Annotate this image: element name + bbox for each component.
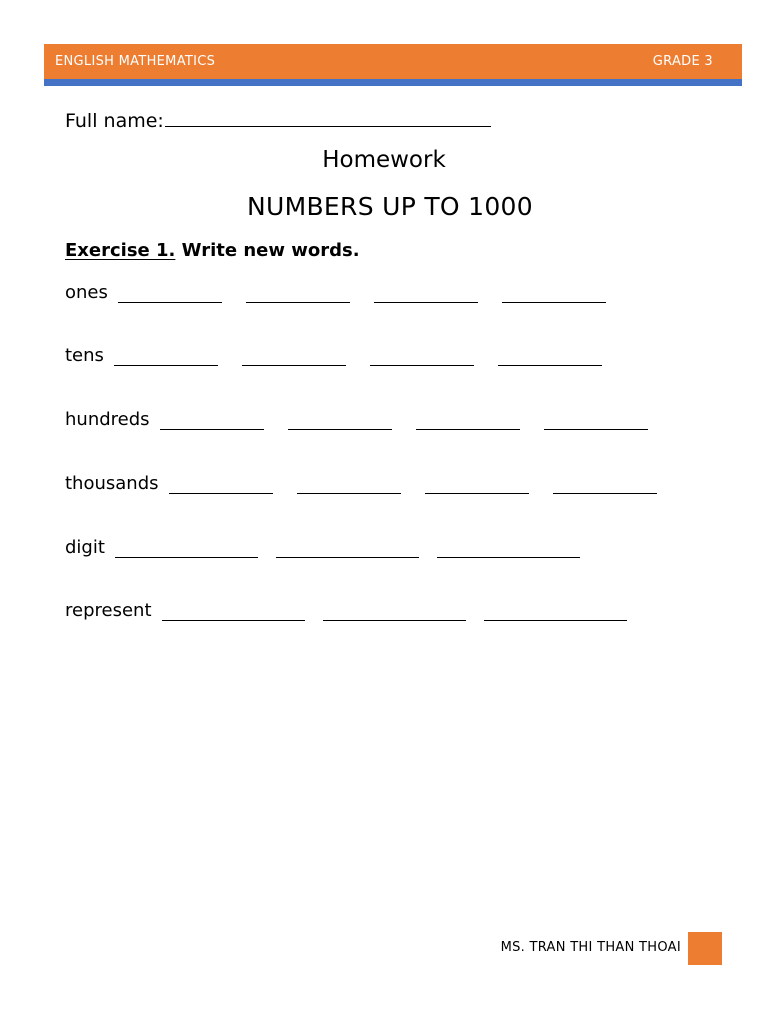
answer-blank: [118, 284, 222, 303]
answer-blank: [544, 411, 648, 430]
exercise-number: Exercise 1.: [65, 240, 176, 261]
answer-blank: [425, 475, 529, 494]
footer-author: MS. TRAN THI THAN THOAI: [500, 940, 681, 955]
word-row-digit: [65, 537, 580, 558]
word-row-tens: [65, 345, 602, 366]
exercise-heading: [65, 240, 360, 261]
answer-blank: [484, 602, 627, 621]
answer-blank: [502, 284, 606, 303]
answer-blank: [370, 347, 474, 366]
answer-blank: [169, 475, 273, 494]
word-label: thousands: [65, 473, 159, 494]
word-row-hundreds: [65, 409, 648, 430]
page-subtitle: Homework: [322, 147, 446, 173]
header-bar: [44, 44, 742, 79]
full-name-blank: [165, 108, 491, 127]
word-row-represent: [65, 600, 627, 621]
answer-blank: [160, 411, 264, 430]
grade-label: GRADE 3: [652, 54, 713, 69]
word-row-ones: [65, 282, 606, 303]
answer-blank: [115, 539, 258, 558]
word-label: represent: [65, 600, 152, 621]
answer-blank: [297, 475, 401, 494]
answer-blank: [498, 347, 602, 366]
answer-blank: [246, 284, 350, 303]
full-name-field: [65, 108, 491, 132]
word-label: hundreds: [65, 409, 150, 430]
page-title: NUMBERS UP TO 1000: [247, 192, 533, 221]
word-row-thousands: [65, 473, 657, 494]
answer-blank: [114, 347, 218, 366]
word-label: tens: [65, 345, 104, 366]
answer-blank: [374, 284, 478, 303]
answer-blank: [437, 539, 580, 558]
answer-blank: [323, 602, 466, 621]
subject-label: ENGLISH MATHEMATICS: [55, 54, 216, 69]
full-name-label: Full name:: [65, 110, 164, 132]
answer-blank: [162, 602, 305, 621]
footer-page-marker: [688, 932, 722, 965]
header-underline: [44, 79, 742, 86]
answer-blank: [553, 475, 657, 494]
answer-blank: [276, 539, 419, 558]
word-label: ones: [65, 282, 108, 303]
answer-blank: [288, 411, 392, 430]
word-label: digit: [65, 537, 105, 558]
answer-blank: [416, 411, 520, 430]
answer-blank: [242, 347, 346, 366]
exercise-instruction: Write new words.: [181, 240, 360, 261]
